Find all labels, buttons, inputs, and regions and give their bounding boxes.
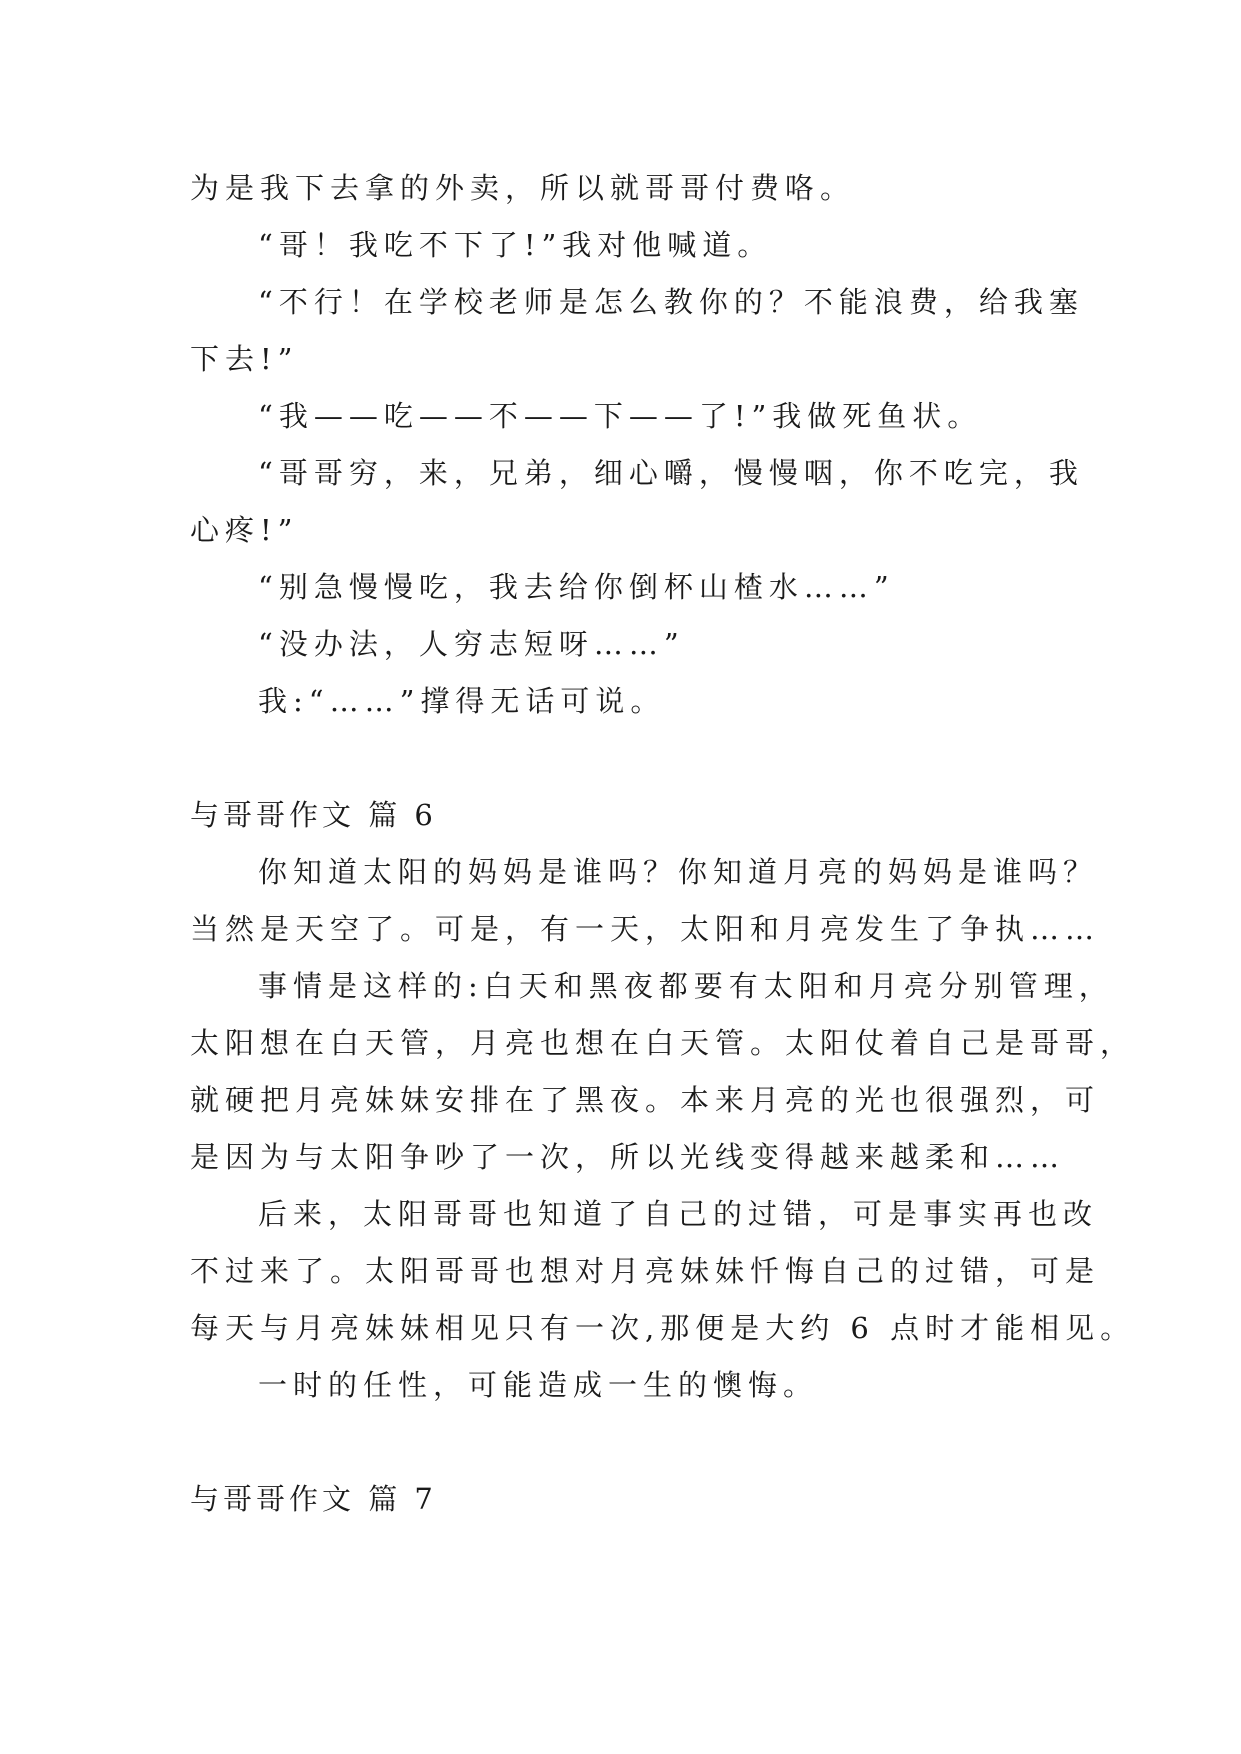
text-line: 为是我下去拿的外卖，所以就哥哥付费咯。 xyxy=(190,171,856,205)
paragraph-line: 太阳想在白天管，月亮也想在白天管。太阳仗着自己是哥哥， xyxy=(190,1026,1136,1060)
paragraph-line: 就硬把月亮妹妹安排在了黑夜。本来月亮的光也很强烈，可 xyxy=(190,1083,1101,1117)
dialogue-line: “别急慢慢吃，我去给你倒杯山楂水……” xyxy=(258,570,895,604)
dialogue-line: “哥！我吃不下了!”我对他喊道。 xyxy=(258,228,773,262)
paragraph-line: 当然是天空了。可是，有一天，太阳和月亮发生了争执…… xyxy=(190,912,1101,946)
paragraph-line: 每天与月亮妹妹相见只有一次,那便是大约 6 点时才能相见。 xyxy=(190,1311,1136,1345)
paragraph-line: 事情是这样的:白天和黑夜都要有太阳和月亮分别管理， xyxy=(258,969,1114,1003)
paragraph-line: 不过来了。太阳哥哥也想对月亮妹妹忏悔自己的过错，可是 xyxy=(190,1254,1101,1288)
paragraph-line: 是因为与太阳争吵了一次，所以光线变得越来越柔和…… xyxy=(190,1140,1066,1174)
dialogue-line: “不行！在学校老师是怎么教你的？不能浪费，给我塞 xyxy=(258,285,1084,319)
paragraph-line: 后来，太阳哥哥也知道了自己的过错，可是事实再也改 xyxy=(258,1197,1099,1231)
dialogue-line: “没办法，人穷志短呀……” xyxy=(258,627,685,661)
dialogue-line: “哥哥穷，来，兄弟，细心嚼，慢慢咽，你不吃完，我 xyxy=(258,456,1084,490)
text-line: 下去!” xyxy=(190,342,299,376)
dialogue-line: “我——吃——不——下——了!”我做死鱼状。 xyxy=(258,399,983,433)
section-heading: 与哥哥作文 篇 7 xyxy=(190,1482,437,1516)
dialogue-line: 我:“……”撑得无话可说。 xyxy=(258,684,666,718)
section-heading: 与哥哥作文 篇 6 xyxy=(190,798,437,832)
paragraph-gap xyxy=(190,730,1060,787)
text-line: 心疼!” xyxy=(190,513,299,547)
paragraph-gap xyxy=(190,1414,1060,1471)
document-page xyxy=(190,160,1136,1528)
paragraph-line: 你知道太阳的妈妈是谁吗？你知道月亮的妈妈是谁吗？ xyxy=(258,855,1099,889)
paragraph-line: 一时的任性，可能造成一生的懊悔。 xyxy=(258,1368,819,1402)
